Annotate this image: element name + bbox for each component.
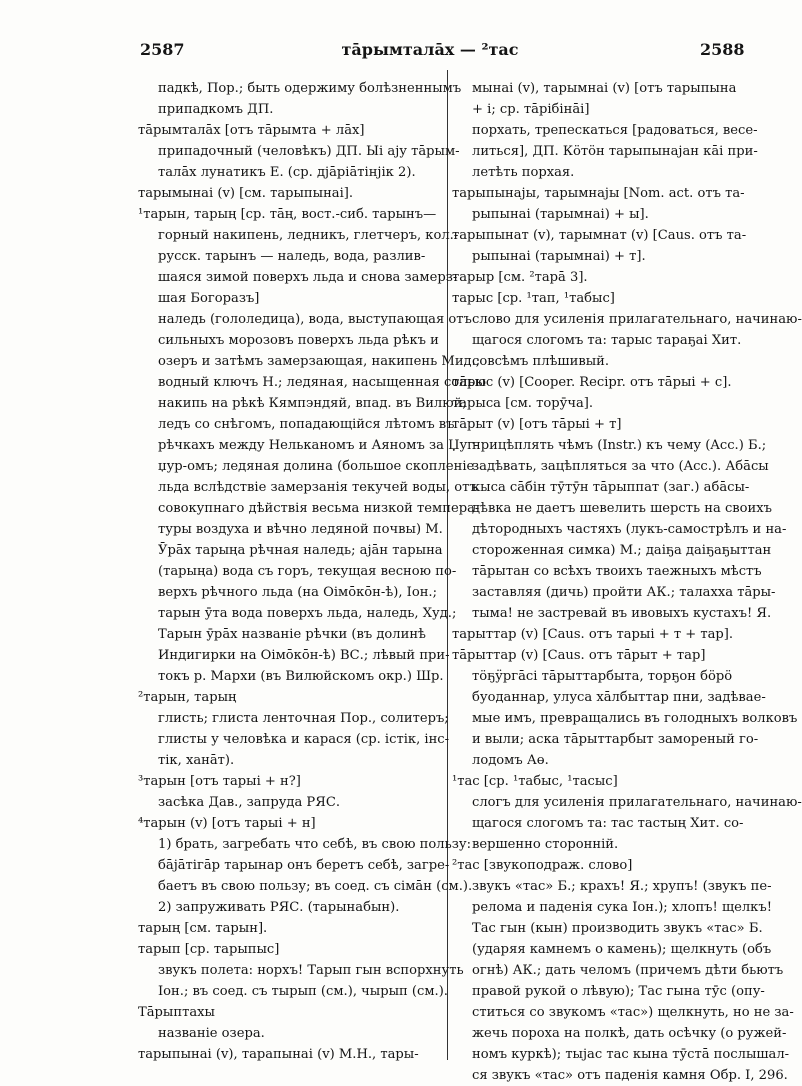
entry-text-line: озеръ и затѣмъ замерзающая, накипень Мид.;: [158, 354, 481, 369]
entry-text-line: рыпынаі (тарымнаі) + ы].: [472, 207, 649, 222]
headword-line: тāрымталāх [отъ тāрымта + лāх]: [138, 123, 365, 138]
entry-text-line: водный ключъ Н.; ледяная, насыщенная солью: [158, 375, 487, 390]
headword-line: ²тас [звукоподраж. слово]: [452, 858, 633, 873]
headword-line: тарың [см. тарын].: [138, 921, 268, 936]
entry-text-line: огнѣ) АК.; дать челомъ (причемъ дѣти бьютъ: [472, 963, 784, 978]
entry-text-line: мые имъ, превращались въ голодныхъ волковъ: [472, 711, 798, 726]
entry-text-line: щагося слогомъ та: тас тастың Хит. со-: [472, 816, 744, 831]
entry-text-line: рѣчкахъ между Нельканомъ и Аяномъ за Џуг-: [158, 438, 479, 453]
headword-line: тāрыттар (v) [Caus. отъ тāрыт + тар]: [452, 648, 706, 663]
entry-text-line: падкѣ, Пор.; быть одержиму болѣзненнымъ: [158, 81, 462, 96]
entry-text-line: тiк, ханāт).: [158, 753, 235, 768]
entry-text-line: ститься со звукомъ «тас») щелкнуть, но не за-: [472, 1005, 794, 1020]
entry-text-line: звукъ «тас» Б.; крахъ! Я.; хрупъ! (звукъ пе-: [472, 879, 772, 894]
entry-text-line: рыпынаі (тарымнаі) + т].: [472, 249, 646, 264]
entry-text-line: слогъ для усиленія прилагательнаго, начинаю-: [472, 795, 802, 810]
right-column: [452, 78, 802, 1086]
headword-line: тарыпынаі (v), тарапынаі (v) М.Н., тары-: [138, 1047, 419, 1062]
entry-text-line: Ӯрāх тарыңа рѣчная наледь; ајāн тарына: [158, 543, 443, 558]
entry-text-line: Индигирки на Оiмōкōн-ѣ) ВС.; лѣвый при-: [158, 648, 450, 663]
entry-text-line: задѣвать, зацѣпляться за что (Acc.). Абāсы: [472, 459, 769, 474]
entry-text-line: льда вслѣдствіе замерзанія текучей воды, отъ: [158, 480, 478, 495]
entry-text-line: слово для усиленія прилагательнаго, начинаю-: [472, 312, 802, 327]
headword-line: Тāрыптахы: [138, 1005, 215, 1020]
entry-text-line: дѣтородныхъ частяхъ (лукъ-самострѣлъ и на-: [472, 522, 787, 537]
headword-line: ¹тарын, тарың [ср. тāң, вост.-сиб. тарынъ—: [138, 207, 437, 222]
entry-text-line: тарын ӯта вода поверхъ льда, наледь, Худ.;: [158, 606, 457, 621]
entry-text-line: засѣка Дав., запруда РЯС.: [158, 795, 340, 810]
entry-text-line: совокупнаго дѣйствія весьма низкой темпера-: [158, 501, 480, 516]
entry-text-line: џур-омъ; ледяная долина (большое скопленіе: [158, 459, 475, 474]
entry-text-line: (тарыңа) вода съ горъ, текущая весною по-: [158, 564, 457, 579]
entry-text-line: стороженная симка) М.; даiҕа даiҕаҕыттан: [472, 543, 772, 558]
entry-text-line: шая Богоразъ]: [158, 291, 260, 306]
entry-text-line: летѣть порхая.: [472, 165, 575, 180]
entry-text-line: бāјāтiгāр тарынар онъ беретъ себѣ, загре-: [158, 858, 450, 873]
entry-text-line: прицѣплять чѣмъ (Instr.) къ чему (Acc.) Б.;: [472, 438, 767, 453]
headword-line: ¹тас [ср. ¹табыс, ¹тасыс]: [452, 774, 618, 789]
entry-text-line: русск. тарынъ — наледь, вода, разлив-: [158, 249, 426, 264]
entry-text-line: Тарын ӯрāх названіе рѣчки (въ долинѣ: [158, 627, 426, 642]
headword-line: ²тарын, тарың: [138, 690, 237, 705]
entry-text-line: накипь на рѣкѣ Кямпэндяй, впад. въ Вилюй;: [158, 396, 467, 411]
headword-line: тāрыс (v) [Coo⁠per. Recipr. отъ тāрыі + с].: [452, 375, 732, 390]
entry-text-line: токъ р. Мархи (въ Вилюйскомъ окр.) Шр.: [158, 669, 444, 684]
entry-text-line: ледъ со снѣгомъ, попадающійся лѣтомъ въ: [158, 417, 455, 432]
entry-text-line: баетъ въ свою пользу; въ соед. съ сiмāн (см.).: [158, 879, 473, 894]
page-number-right: 2588: [700, 40, 745, 59]
entry-text-line: порхать, трепескаться [радоваться, весе-: [472, 123, 758, 138]
entry-text-line: горный накипень, ледникъ, глетчеръ, кол.-: [158, 228, 459, 243]
headword-line: тарып [ср. тарыпыс]: [138, 942, 280, 957]
entry-text-line: тыма! не застревай въ ивовыхъ кустахъ! Я.: [472, 606, 772, 621]
headword-line: тарыр [см. ²тарā 3].: [452, 270, 588, 285]
entry-text-line: совсѣмъ плѣшивый.: [472, 354, 610, 369]
entry-text-line: верхъ рѣчного льда (на Оiмōкōн-ѣ), Іон.;: [158, 585, 438, 600]
entry-text-line: литься], ДП. Кӧтӧн тарыпынајан кāi при-: [472, 144, 758, 159]
entry-text-line: + i; ср. тāрiбiнāi]: [472, 102, 590, 117]
entry-text-line: звукъ полета: норхъ! Тарып гын вспорхнуть: [158, 963, 464, 978]
entry-text-line: правой рукой о лѣвую); Тас гына тӯс (опу-: [472, 984, 765, 999]
entry-text-line: Іон.; въ соед. съ тырып (см.), чырып (см.).: [158, 984, 448, 999]
headword-line: тарыттар (v) [Caus. отъ тарыі + т + тар].: [452, 627, 734, 642]
entry-text-line: названіе озера.: [158, 1026, 265, 1041]
entry-text-line: тāрытан со всѣхъ твоихъ таежныхъ мѣстъ: [472, 564, 762, 579]
entry-text-line: релома и паденія сука Іон.); хлопъ! щелкъ!: [472, 900, 772, 915]
entry-text-line: сильныхъ морозовъ поверхъ льда рѣкъ и: [158, 333, 439, 348]
entry-text-line: и выли; аска тāрыттарбыт замореный го-: [472, 732, 759, 747]
entry-text-line: глисть; глиста ленточная Пор., солитеръ;: [158, 711, 449, 726]
entry-text-line: заставляя (дичь) пройти АК.; талахха тāры-: [472, 585, 776, 600]
running-head: тāрымталāх — ²тас: [341, 40, 519, 59]
left-column: [138, 78, 487, 1065]
entry-text-line: мынаі (v), тарымнаі (v) [отъ тарыпына: [472, 81, 737, 96]
entry-text-line: туры воздуха и вѣчно ледяной почвы) М.: [158, 522, 443, 537]
page-number-left: 2587: [140, 40, 185, 59]
entry-text-line: щагося слогомъ та: тарыс тараҕаі Хит.: [472, 333, 742, 348]
entry-text-line: 1) брать, загребать что себѣ, въ свою пользу:: [158, 837, 471, 852]
entry-text-line: припадочный (человѣкъ) ДП. Ыі ају тāрым-: [158, 144, 460, 159]
headword-line: тарыс [ср. ¹тап, ¹табыс]: [452, 291, 615, 306]
entry-text-line: номъ куркѣ); тыјас тас кына тӯстā послышал-: [472, 1047, 790, 1062]
entry-text-line: наледь (гололедица), вода, выступающая отъ: [158, 312, 472, 327]
headword-line: тарыпынат (v), тарымнат (v) [Caus. отъ та-: [452, 228, 747, 243]
entry-text-line: дѣвка не даетъ шевелить шерсть на своихъ: [472, 501, 772, 516]
entry-text-line: (ударяя камнемъ о камень); щелкнуть (объ: [472, 942, 772, 957]
headword-line: ⁴тарын (v) [отъ тарыі + н]: [138, 816, 316, 831]
entry-text-line: жечь пороха на полкѣ, дать осѣчку (о ружей-: [472, 1026, 787, 1041]
entry-text-line: буоданнар, улуса хāлбыттар пни, задѣвае-: [472, 690, 766, 705]
entry-text-line: Тас гын (кын) производить звукъ «тас» Б.: [472, 921, 763, 936]
entry-text-line: ся звукъ «тас» отъ паденія камня Обр. I, 296.: [472, 1068, 788, 1083]
entry-text-line: шаяся зимой поверхъ льда и снова замерз-: [158, 270, 458, 285]
headword-line: тāрыт (v) [отъ тāрыі + т]: [452, 417, 622, 432]
headword-line: ³тарын [отъ тарыі + н?]: [138, 774, 301, 789]
entry-text-line: глисты у человѣка и карася (ср. iстiк, iнс-: [158, 732, 450, 747]
entry-text-line: талāх лунатикъ Е. (ср. дјāрiāтiнјiк 2).: [158, 165, 416, 180]
entry-text-line: лодомъ Аө.: [472, 753, 549, 768]
headword-line: тарыпынајы, тарымнајы [Nom. act. отъ та-: [452, 186, 745, 201]
entry-text-line: вершенно сторонній.: [472, 837, 619, 852]
headword-line: тарыса [см. торӯча].: [452, 396, 594, 411]
entry-text-line: припадкомъ ДП.: [158, 102, 274, 117]
entry-text-line: кыса сāбiн тӯтӯн тāрыппат (заг.) абāсы-: [472, 480, 750, 495]
entry-text-line: 2) запруживать РЯС. (тарынабын).: [158, 900, 400, 915]
headword-line: тарымынаі (v) [см. тарыпынаі].: [138, 186, 354, 201]
entry-text-line: тӧҕӱргāсi тāрыттарбыта, торҕон бӧрӧ: [472, 669, 733, 684]
